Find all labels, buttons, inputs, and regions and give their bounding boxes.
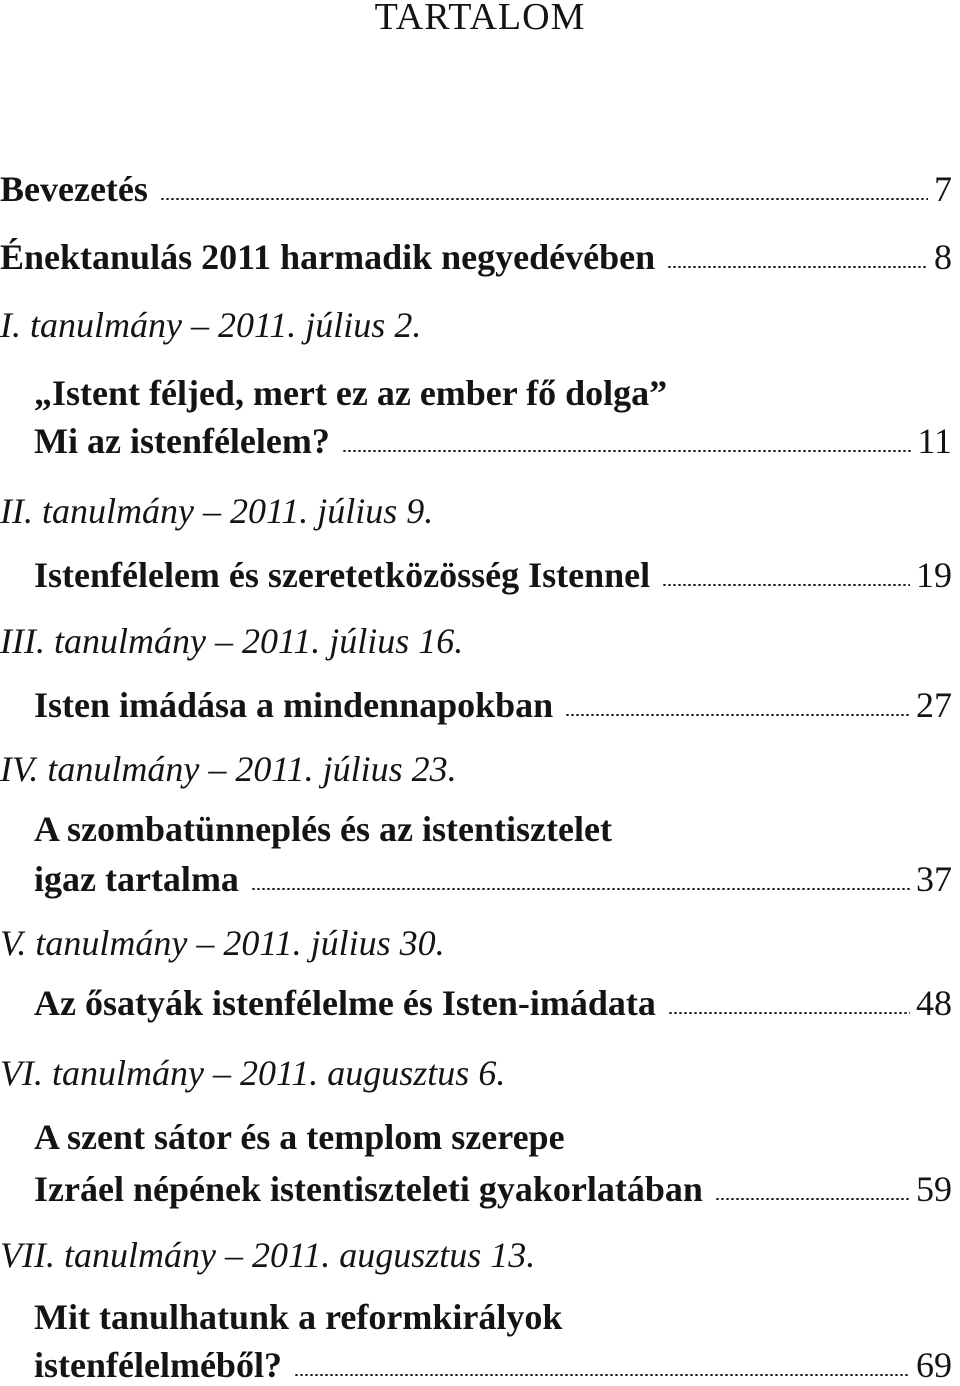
toc-entry-enektanulas[interactable] <box>0 228 952 278</box>
toc-page-number: 69 <box>916 1345 952 1385</box>
study-heading-1 <box>0 296 952 346</box>
toc-entry-title: Bevezetés <box>0 169 148 209</box>
dot-leader <box>662 584 910 586</box>
toc-entry-s7[interactable] <box>34 1336 952 1386</box>
toc-page-number: 27 <box>916 685 952 725</box>
toc-entry-title: Az ősatyák istenfélelme és Isten-imádata <box>34 983 656 1023</box>
toc-entry-title: Isten imádása a mindennapokban <box>34 685 554 725</box>
toc-entry-title: A szombatünneplés és az istentisztelet <box>34 809 612 849</box>
study-label: V. tanulmány – 2011. július 30. <box>0 923 445 963</box>
study-label: I. tanulmány – 2011. július 2. <box>0 305 422 345</box>
toc-page-number: 11 <box>917 421 952 461</box>
toc-entry-title: Istenfélelem és szeretetközösség Istennel <box>34 555 651 595</box>
toc-page-number: 59 <box>916 1169 952 1209</box>
toc-page-number: 8 <box>934 237 952 277</box>
dot-leader <box>342 450 911 452</box>
toc-page-number: 7 <box>934 169 952 209</box>
toc-entry-title: igaz tartalma <box>34 859 239 899</box>
dot-leader <box>294 1374 910 1376</box>
toc-page-number: 19 <box>916 555 952 595</box>
dot-leader <box>667 266 928 268</box>
toc-entry-title: Izráel népének istentiszteleti gyakorlatában <box>34 1169 703 1209</box>
study-heading-4 <box>0 740 952 790</box>
toc-entry-s7-title-line1 <box>34 1288 952 1338</box>
study-label: III. tanulmány – 2011. július 16. <box>0 621 464 661</box>
toc-entry-title: Mi az istenfélelem? <box>34 421 330 461</box>
toc-entry-s3[interactable] <box>34 676 952 726</box>
study-heading-7 <box>0 1226 952 1276</box>
study-heading-6 <box>0 1044 952 1094</box>
study-label: II. tanulmány – 2011. július 9. <box>0 491 434 531</box>
toc-entry-title: istenfélelméből? <box>34 1345 282 1385</box>
toc-page-number: 48 <box>916 983 952 1023</box>
study-heading-5 <box>0 914 952 964</box>
toc-entry-s5[interactable] <box>34 974 952 1024</box>
dot-leader <box>251 888 910 890</box>
toc-entry-bevezetes[interactable] <box>0 160 952 210</box>
toc-entry-s2[interactable] <box>34 546 952 596</box>
dot-leader <box>160 198 928 200</box>
dot-leader <box>565 714 910 716</box>
toc-page-number: 37 <box>916 859 952 899</box>
toc-entry-title: „Istent féljed, mert ez az ember fő dolga” <box>34 373 668 413</box>
study-heading-2 <box>0 482 952 532</box>
page-title: TARTALOM <box>374 0 586 38</box>
dot-leader <box>668 1012 910 1014</box>
toc-entry-s6-title-line1 <box>34 1108 952 1158</box>
toc-entry-title: A szent sátor és a templom szerepe <box>34 1117 565 1157</box>
toc-entry-title: Mit tanulhatunk a reformkirályok <box>34 1297 563 1337</box>
toc-entry-s1-title-line1 <box>34 364 952 414</box>
toc-entry-s6[interactable] <box>34 1160 952 1210</box>
study-label: VI. tanulmány – 2011. augusztus 6. <box>0 1053 506 1093</box>
toc-entry-s4-title-line1 <box>34 800 952 850</box>
dot-leader <box>715 1198 910 1200</box>
study-label: IV. tanulmány – 2011. július 23. <box>0 749 457 789</box>
toc-entry-title: Énektanulás 2011 harmadik negyedévében <box>0 237 656 277</box>
study-label: VII. tanulmány – 2011. augusztus 13. <box>0 1235 536 1275</box>
study-heading-3 <box>0 612 952 662</box>
toc-entry-s1[interactable] <box>34 412 952 462</box>
toc-entry-s4[interactable] <box>34 850 952 900</box>
